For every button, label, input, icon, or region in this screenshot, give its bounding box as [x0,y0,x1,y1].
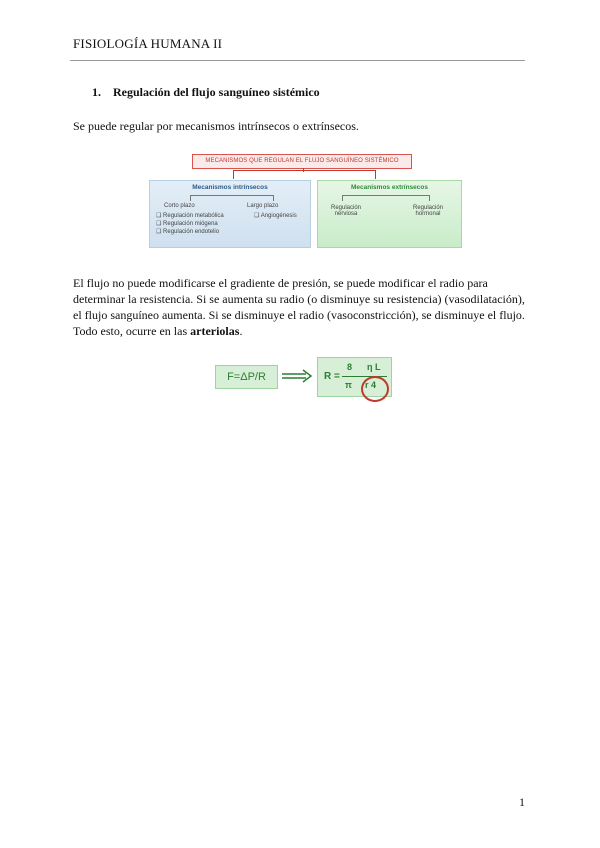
extrinsic-item: Regulación hormonal [412,205,444,217]
intrinsic-item: ❑ Regulación endotelio [156,229,220,235]
section-heading [92,85,320,100]
intrinsic-bracket [190,195,274,201]
header-divider [70,60,525,61]
paragraph-flow-text: El flujo no puede modificarse el gradiente de presión, se puede modificar el radio para determinar la resistencia. Si se aumenta su radio (o disminuye su resistencia) (vasodilatación), el flujo sanguíneo aumenta. Si se disminuye el radio (vasoconstricción), se disminuye el flujo. Todo esto, ocurre en las [73,276,525,338]
radius-term: r 4 [365,380,377,390]
arterioles-bold-term: arteriolas [190,324,240,338]
resistance-symbol: R = [324,371,340,382]
denominator-constant: π [345,380,352,390]
extrinsic-item: Regulación nerviosa [330,205,362,217]
radius-highlight-circle [361,376,389,402]
intrinsic-panel [149,180,311,248]
section-title: Regulación del flujo sanguíneo sistémico [113,85,320,99]
extrinsic-panel [317,180,462,248]
short-term-label: Corto plazo [164,203,195,209]
intrinsic-item-label: Regulación miógena [163,221,218,227]
paragraph-flow-end: . [239,324,243,338]
banner-bracket [233,170,376,179]
mechanisms-banner: MECANISMOS QUE REGULAN EL FLUJO SANGUÍNEO SISTÉMICO [192,154,412,169]
page-number: 1 [519,795,525,809]
long-term-label: Largo plazo [247,203,279,209]
long-term-item: ❑ Angiogénesis [254,213,297,219]
intrinsic-item: ❑ Regulación miógena [156,221,218,227]
intrinsic-item: ❑ Regulación metabólica [156,213,224,219]
long-term-item-label: Angiogénesis [260,213,297,219]
intrinsic-item-label: Regulación endotelio [163,229,220,235]
double-arrow-icon [281,369,313,383]
intrinsic-title: Mecanismos intrínsecos [192,184,268,191]
intrinsic-item-label: Regulación metabólica [163,213,224,219]
extrinsic-bracket [342,195,430,201]
flow-formula-box: F=ΔP/R [215,365,278,389]
numerator-variables: η L [367,362,381,372]
extrinsic-title: Mecanismos extrínsecos [351,184,428,191]
numerator-constant: 8 [347,362,353,372]
paragraph-flow [73,275,528,339]
mechanisms-figure [147,150,463,248]
paragraph-intro: Se puede regular por mecanismos intrínsecos o extrínsecos. [73,119,359,133]
page-header-title: FISIOLOGÍA HUMANA II [73,36,223,51]
section-number: 1. [92,85,101,99]
resistance-formula-box [317,357,392,397]
